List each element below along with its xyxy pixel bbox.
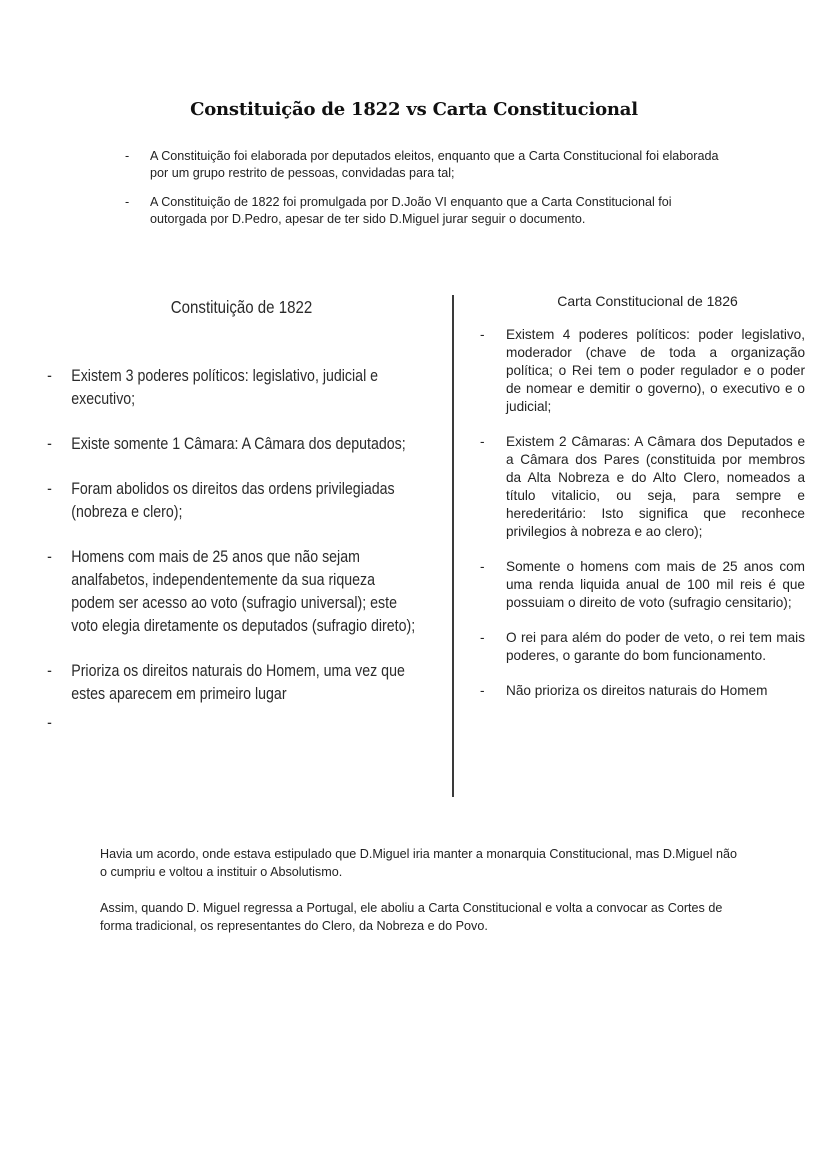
column-heading: Constituição de 1822 — [170, 297, 313, 317]
intro-list — [122, 148, 722, 240]
bullet-dash: - — [47, 548, 52, 566]
list-item-text: Existe somente 1 Câmara: A Câmara dos deputados; — [71, 435, 406, 453]
bullet-dash: - — [125, 149, 130, 163]
list-item — [478, 433, 805, 541]
intro-item-text: A Constituição foi elaborada por deputados eleitos, enquanto que a Carta Constitucional foi elaborada por um grupo restrito de pessoas, convidadas para tal; — [150, 149, 719, 180]
conclusion-section — [100, 845, 740, 953]
list-item-text: Existem 4 poderes políticos: poder legislativo, moderador (chave de toda a organização política; o Rei tem o poder regulador e o poder de nomear e demitir o governo), o executivo e o judicial; — [506, 327, 805, 414]
column-heading: Carta Constitucional de 1826 — [557, 293, 738, 309]
list-item — [478, 326, 805, 416]
intro-item — [122, 194, 722, 228]
bullet-dash: - — [480, 630, 485, 645]
list-item — [42, 478, 420, 524]
list-item — [42, 365, 420, 411]
list-item — [42, 546, 420, 638]
conclusion-paragraph: Havia um acordo, onde estava estipulado que D.Miguel iria manter a monarquia Constitucional, mas D.Miguel não o cumpriu e voltou a instituir o Absolutismo. — [100, 847, 738, 879]
list-item — [478, 682, 805, 700]
bullet-dash: - — [47, 480, 52, 498]
list-item — [42, 433, 420, 456]
bullet-dash: - — [480, 683, 485, 698]
list-item-empty — [42, 712, 420, 735]
bullet-dash: - — [480, 327, 485, 342]
list-item-text: O rei para além do poder de veto, o rei tem mais poderes, o garante do bom funcionamento. — [506, 630, 805, 663]
list-item-text: Existem 2 Câmaras: A Câmara dos Deputados e a Câmara dos Pares (constituida por membros da Alta Nobreza e do Alto Clero, nomeados a título vitalicio, ou seja, para sempre e herederitário: Isto significa que reconhece privilegios à nobreza e ao clero); — [506, 434, 805, 539]
bullet-dash: - — [480, 434, 485, 449]
constituicao-1822-column — [42, 296, 416, 757]
intro-item — [122, 148, 722, 182]
column-divider — [452, 295, 454, 797]
list-item-text: Existem 3 poderes políticos: legislativo, judicial e executivo; — [71, 367, 379, 408]
list-item-text: Foram abolidos os direitos das ordens privilegiadas (nobreza e clero); — [71, 480, 395, 521]
bullet-dash: - — [47, 714, 52, 732]
page-title: Constituição de 1822 vs Carta Constitucional — [190, 99, 638, 120]
list-item-text: Não prioriza os direitos naturais do Homem — [506, 683, 768, 698]
list-item-text: Homens com mais de 25 anos que não sejam analfabetos, independentemente da sua riqueza podem ser acesso ao voto (sufragio universal); este voto elegia diretamente os deputados (sufragio direto); — [71, 548, 416, 635]
list-item-text: Somente o homens com mais de 25 anos com uma renda liquida anual de 100 mil reis é que possuiam o direito de voto (sufragio censitario); — [506, 559, 805, 610]
intro-item-text: A Constituição de 1822 foi promulgada por D.João VI enquanto que a Carta Constitucional foi outorgada por D.Pedro, apesar de ter sido D.Miguel jurar seguir o documento. — [150, 195, 672, 226]
list-item-text — [71, 712, 420, 735]
list-item-text: Prioriza os direitos naturais do Homem, uma vez que estes aparecem em primeiro lugar — [71, 662, 405, 703]
bullet-dash: - — [47, 662, 52, 680]
bullet-dash: - — [125, 195, 130, 209]
list-item — [478, 629, 805, 665]
bullet-dash: - — [47, 367, 52, 385]
conclusion-paragraph: Assim, quando D. Miguel regressa a Portugal, ele aboliu a Carta Constitucional e volta a convocar as Cortes de forma tradicional, os representantes do Clero, da Nobreza e do Povo. — [100, 901, 723, 933]
bullet-dash: - — [47, 435, 52, 453]
list-item — [478, 558, 805, 612]
carta-constitucional-1826-column — [478, 292, 805, 717]
bullet-dash: - — [480, 559, 485, 574]
list-item — [42, 660, 420, 706]
